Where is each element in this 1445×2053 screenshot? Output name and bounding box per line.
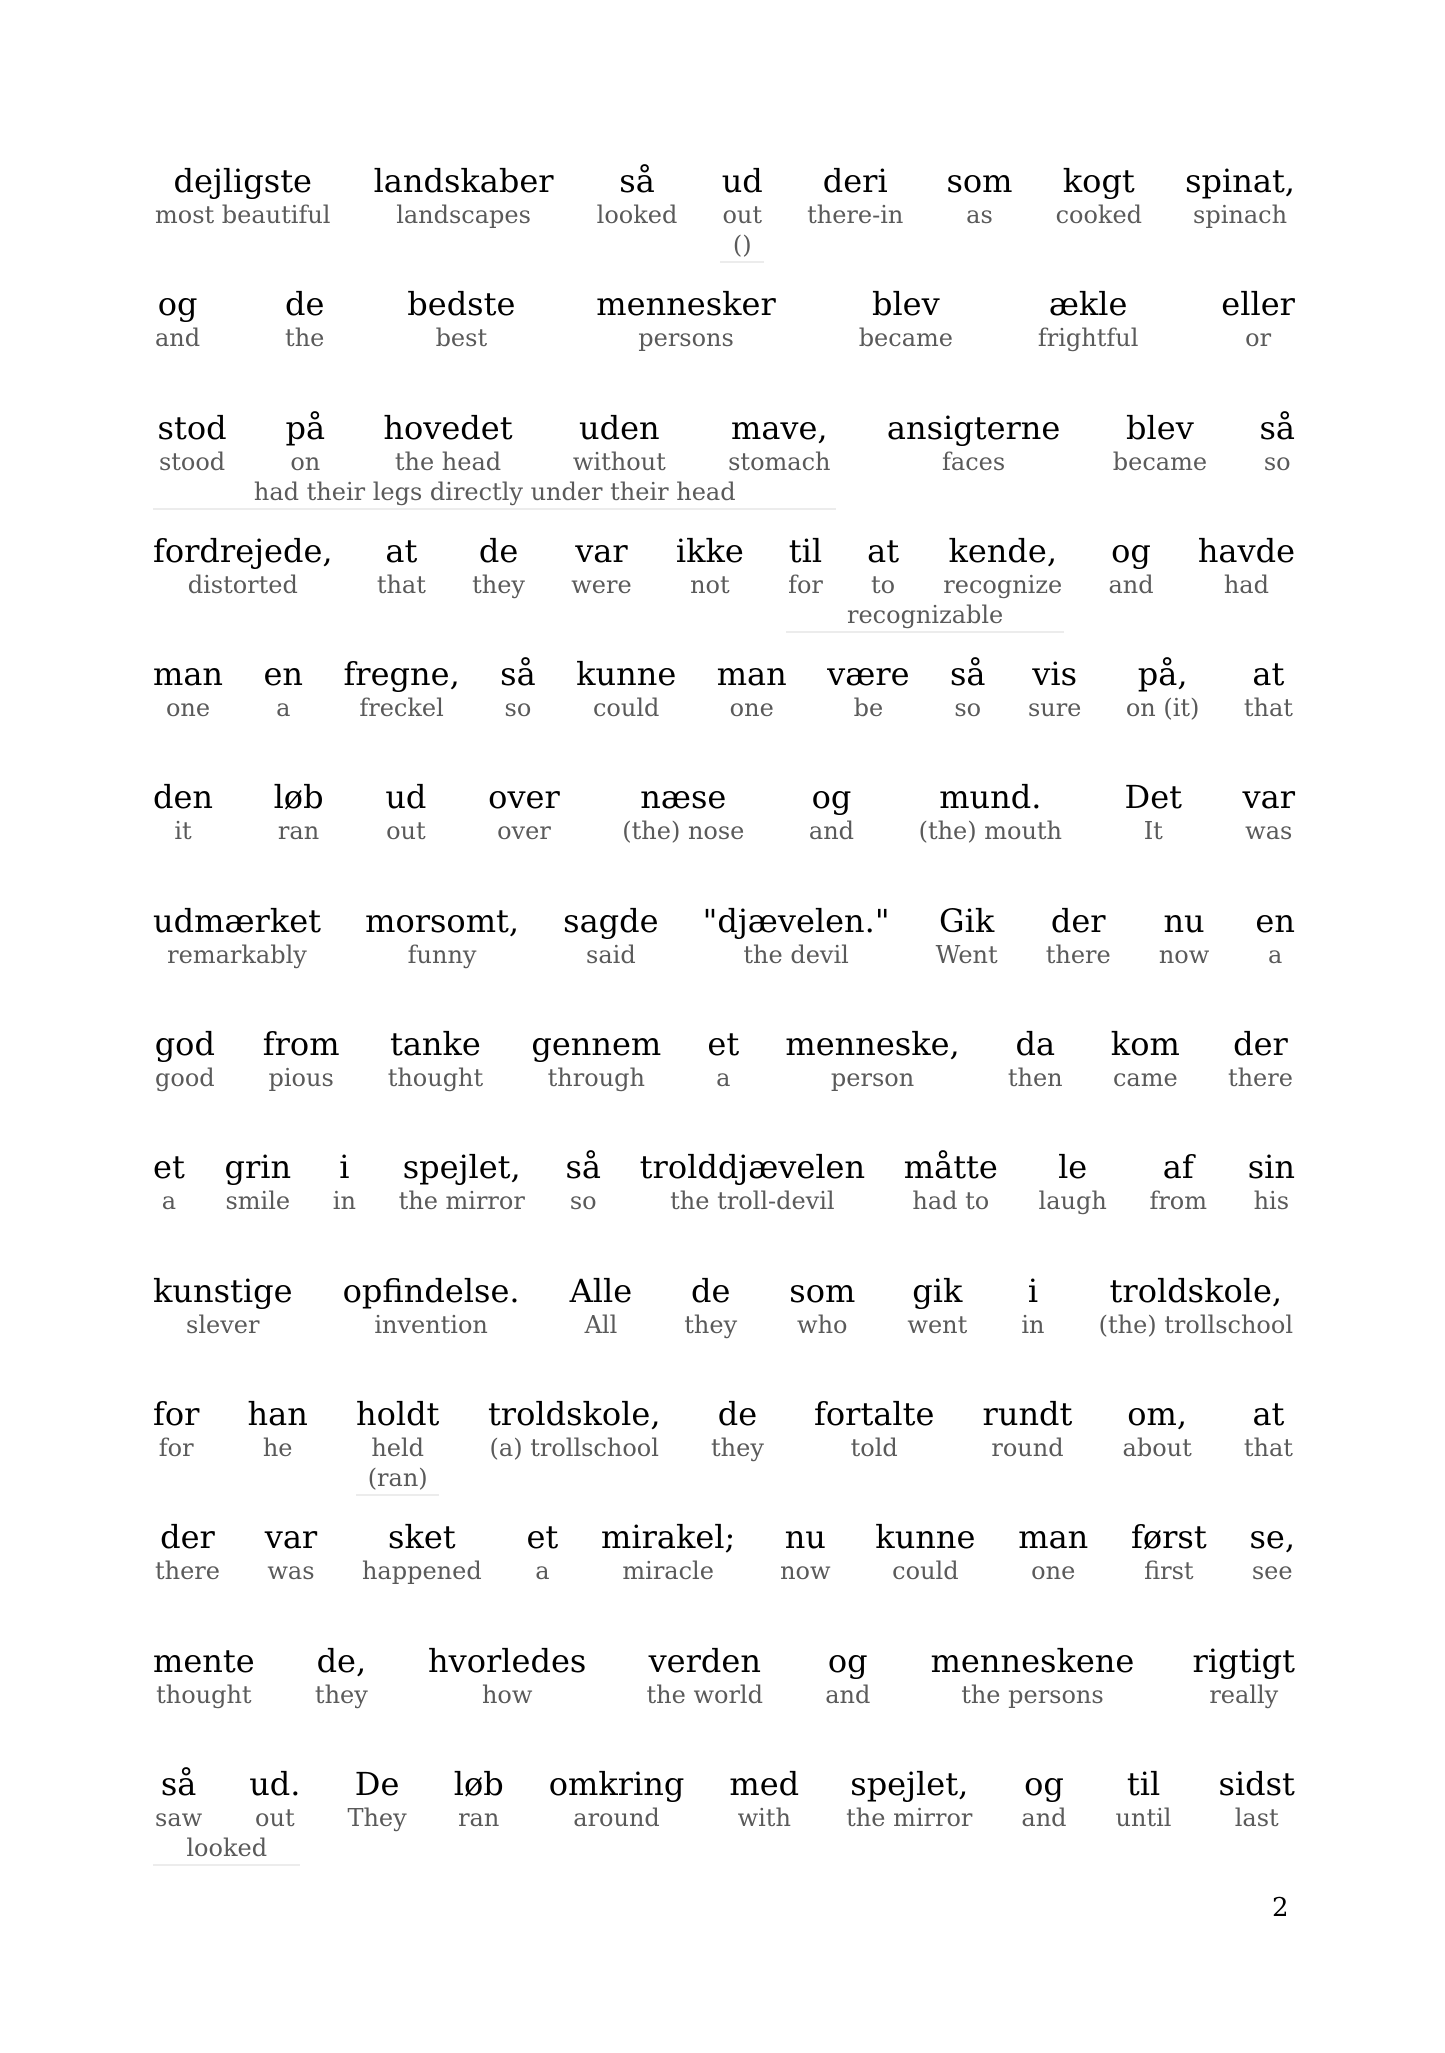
source-word: hovedet [383,408,513,447]
source-word: blev [871,285,940,324]
word-gloss: that [1243,1433,1293,1462]
word-gloss: be [853,694,884,723]
source-word: ansigterne [886,408,1061,447]
source-word: til [788,531,823,570]
source-word: troldskole, [1109,1271,1283,1310]
word-gloss: out [722,201,763,229]
source-word: løb [453,1764,504,1803]
phrase-gloss: looked [153,1833,300,1866]
source-word: man [1018,1518,1089,1557]
source-word: mund. [939,778,1042,817]
word-gloss: slever [186,1310,260,1339]
source-word: og [811,778,852,817]
word-gloss: person [830,1064,915,1093]
source-word: troldskole, [487,1394,661,1433]
source-word: måtte [903,1148,998,1187]
word-gloss: there [1045,940,1111,969]
source-word: der [160,1518,215,1557]
word-gloss: remarkably [167,940,307,969]
word-gloss: It [1143,817,1163,846]
word-gloss: one [165,694,211,723]
word-gloss: last [1234,1803,1279,1832]
source-word: eller [1221,285,1295,324]
word-gloss: a [276,694,291,723]
word-gloss: over [497,817,551,846]
word-gloss: landscapes [396,201,531,229]
source-word: af [1162,1148,1194,1187]
word-gloss: the mirror [846,1803,973,1832]
phrase-gloss: () [720,230,764,263]
source-word: at [385,531,418,570]
word-gloss: happened [361,1557,482,1586]
source-word: rigtigt [1192,1641,1295,1680]
source-word: sagde [563,901,659,940]
source-word: de [284,285,325,324]
word-gloss: his [1253,1187,1290,1216]
source-word: var [264,1518,318,1557]
source-word: så [565,1148,601,1187]
phrase-gloss: had their legs directly under their head [153,477,836,510]
source-word: de [478,531,519,570]
source-word: sidst [1218,1764,1295,1803]
source-word: menneske, [785,1025,960,1064]
source-word: en [1255,901,1295,940]
interlinear-line [153,655,1295,778]
word-gloss: and [808,817,855,846]
interlinear-line [153,1148,1295,1271]
word-gloss: now [1158,940,1210,969]
word-gloss: good [155,1064,215,1093]
source-word: om, [1127,1394,1188,1433]
source-word: kunne [875,1518,976,1557]
word-gloss: (the) nose [622,817,745,846]
source-word: Det [1124,778,1182,817]
word-gloss: out [386,817,426,846]
source-word: kunstige [153,1271,293,1310]
source-word: i [1027,1271,1039,1310]
source-word: over [488,778,560,817]
source-word: De [354,1764,400,1803]
source-word: at [1252,655,1285,694]
word-gloss: best [435,324,488,353]
source-word: deri [822,162,888,200]
word-gloss: or [1245,324,1272,353]
word-gloss: became [858,324,953,353]
word-gloss: one [729,694,774,723]
source-word: et [526,1518,559,1557]
source-word: og [1024,1764,1064,1803]
word-gloss: the troll-devil [670,1187,835,1216]
source-word: holdt [355,1394,440,1433]
word-gloss: they [472,570,525,599]
word-gloss: faces [942,447,1006,476]
word-gloss: freckel [359,694,444,723]
phrase-gloss: recognizable [786,600,1064,633]
source-word: var [575,531,628,570]
source-word: og [827,1641,868,1680]
word-gloss: about [1122,1433,1192,1462]
interlinear-text [153,162,1295,1888]
word-gloss: how [481,1680,533,1709]
source-word: rundt [982,1394,1073,1433]
source-word: som [789,1271,856,1310]
page-number: 2 [1272,1893,1289,1923]
source-word: så [950,655,986,694]
source-word: at [1252,1394,1285,1433]
source-word: se, [1249,1518,1295,1557]
source-word: i [339,1148,350,1187]
word-gloss: that [1243,694,1293,723]
source-word: mennesker [596,285,776,324]
source-word: for [153,1394,200,1433]
source-word: den [153,778,214,817]
source-word: næse [640,778,727,817]
word-gloss: Went [935,940,998,969]
word-gloss: who [797,1310,848,1339]
source-word: først [1131,1518,1207,1557]
source-word: vis [1032,655,1078,694]
source-word: de [691,1271,731,1310]
word-gloss: looked [596,201,678,229]
source-word: sket [388,1518,456,1557]
source-word: spejlet, [850,1764,969,1803]
source-word: Alle [569,1271,633,1310]
source-word: landskaber [373,162,554,200]
word-gloss: spinach [1193,201,1288,229]
word-gloss: a [161,1187,177,1216]
word-gloss: through [547,1064,645,1093]
word-gloss: was [1245,817,1293,846]
source-word: og [157,285,198,324]
source-word: var [1242,778,1295,817]
word-gloss: frightful [1037,324,1139,353]
source-word: god [154,1025,215,1064]
word-gloss: (the) trollschool [1098,1310,1293,1339]
source-word: blev [1126,408,1194,447]
source-word: Gik [939,901,995,940]
source-word: ud [721,162,763,200]
word-gloss: saw [155,1803,203,1832]
source-word: nu [1163,901,1205,940]
source-word: gik [912,1271,963,1310]
source-word: der [1050,901,1106,940]
source-word: som [946,162,1013,200]
source-word: mave, [730,408,828,447]
word-gloss: they [684,1310,738,1339]
source-word: from [262,1025,340,1064]
word-gloss: thought [387,1064,484,1093]
source-word: hvorledes [428,1641,587,1680]
word-gloss: sure [1027,694,1082,723]
source-word: man [716,655,787,694]
interlinear-line [153,1395,1295,1518]
source-word: "djævelen." [702,901,890,940]
source-word: så [160,1764,197,1803]
source-word: et [707,1025,740,1064]
word-gloss: most beautiful [155,201,331,229]
source-word: opfindelse. [342,1271,520,1310]
source-word: uden [579,408,660,447]
word-gloss: they [711,1433,764,1462]
word-gloss: so [569,1187,597,1216]
word-gloss: said [586,940,636,969]
word-gloss: round [991,1433,1064,1462]
source-word: omkring [548,1764,685,1803]
word-gloss: came [1112,1064,1178,1093]
source-word: så [500,655,536,694]
word-gloss: really [1209,1680,1279,1709]
word-gloss: there [155,1557,220,1586]
source-word: verden [648,1641,761,1680]
word-gloss: out [255,1803,295,1832]
word-gloss: thought [156,1680,252,1709]
source-word: de, [316,1641,367,1680]
word-gloss: there [1227,1064,1293,1093]
word-gloss: there-in [807,201,904,229]
word-gloss: and [155,324,201,353]
word-gloss: and [1108,570,1154,599]
source-word: at [867,531,900,570]
source-word: stod [157,408,227,447]
source-word: så [619,162,655,200]
word-gloss: ran [458,1803,500,1832]
word-gloss: became [1112,447,1208,476]
word-gloss: now [780,1557,831,1586]
source-word: trolddjævelen [639,1148,866,1187]
source-word: nu [784,1518,826,1557]
word-gloss: the mirror [398,1187,525,1216]
source-word: så [1259,408,1295,447]
source-word: han [247,1394,308,1433]
word-gloss: held [371,1433,425,1462]
word-gloss: were [571,570,632,599]
source-word: spinat, [1185,162,1295,200]
interlinear-line [153,285,1295,408]
source-word: fortalte [814,1394,935,1433]
word-gloss: could [892,1557,959,1586]
word-gloss: laugh [1038,1187,1107,1216]
source-word: sin [1247,1148,1295,1187]
source-word: udmærket [153,901,321,940]
word-gloss: recognize [943,570,1063,599]
interlinear-line [153,778,1295,901]
word-gloss: so [504,694,532,723]
word-gloss: All [584,1310,618,1339]
interlinear-line [153,1765,1295,1888]
source-word: med [729,1764,800,1803]
word-gloss: they [314,1680,368,1709]
word-gloss: told [850,1433,898,1462]
word-gloss: funny [407,940,477,969]
source-word: mente [153,1641,255,1680]
word-gloss: (a) trollschool [489,1433,659,1462]
word-gloss: so [1263,447,1291,476]
word-gloss: for [158,1433,194,1462]
source-word: på, [1137,655,1188,694]
source-word: kom [1110,1025,1180,1064]
phrase-gloss: (ran) [356,1463,439,1496]
source-word: til [1126,1764,1161,1803]
source-word: mirakel; [601,1518,736,1557]
word-gloss: the [285,324,325,353]
word-gloss: invention [374,1310,488,1339]
word-gloss: a [716,1064,731,1093]
word-gloss: to [871,570,896,599]
source-word: løb [273,778,324,817]
word-gloss: for [788,570,823,599]
word-gloss: could [592,694,660,723]
word-gloss: see [1251,1557,1293,1586]
word-gloss: first [1144,1557,1194,1586]
word-gloss: the devil [743,940,849,969]
word-gloss: miracle [622,1557,714,1586]
source-word: kogt [1062,162,1135,200]
word-gloss: smile [225,1187,291,1216]
word-gloss: that [376,570,426,599]
word-gloss: and [1021,1803,1067,1832]
word-gloss: he [262,1433,293,1462]
word-gloss: on (it) [1125,694,1200,723]
source-word: dejligste [173,162,312,200]
interlinear-line [153,532,1295,655]
source-word: gennem [531,1025,662,1064]
source-word: og [1111,531,1151,570]
source-word: på [285,408,326,447]
word-gloss: distorted [187,570,298,599]
source-word: bedste [407,285,516,324]
source-word: ikke [675,531,744,570]
word-gloss: (the) mouth [918,817,1063,846]
word-gloss: the persons [961,1680,1104,1709]
source-word: menneskene [930,1641,1135,1680]
interlinear-line [153,409,1295,532]
word-gloss: had to [912,1187,990,1216]
source-word: kunne [576,655,677,694]
word-gloss: around [573,1803,660,1832]
interlinear-line [153,1518,1295,1641]
source-word: havde [1197,531,1295,570]
source-word: da [1015,1025,1056,1064]
source-word: være [827,655,910,694]
word-gloss: persons [638,324,734,353]
source-word: fregne, [343,655,460,694]
word-gloss: stomach [728,447,831,476]
source-word: kende, [948,531,1057,570]
source-word: ud. [249,1764,301,1803]
word-gloss: the head [394,447,502,476]
source-word: ud [385,778,427,817]
word-gloss: from [1149,1187,1208,1216]
word-gloss: in [332,1187,356,1216]
source-word: man [153,655,224,694]
word-gloss: the world [646,1680,763,1709]
interlinear-line [153,902,1295,1025]
source-word: en [263,655,304,694]
source-word: le [1058,1148,1088,1187]
source-word: et [153,1148,185,1187]
word-gloss: so [954,694,982,723]
word-gloss: it [174,817,192,846]
word-gloss: then [1007,1064,1063,1093]
word-gloss: stood [158,447,226,476]
word-gloss: in [1021,1310,1045,1339]
word-gloss: one [1031,1557,1076,1586]
source-word: morsomt, [365,901,520,940]
source-word: tanke [389,1025,481,1064]
interlinear-line [153,1272,1295,1395]
word-gloss: a [1267,940,1283,969]
word-gloss: with [737,1803,791,1832]
source-word: grin [224,1148,292,1187]
word-gloss: until [1115,1803,1172,1832]
word-gloss: on [290,447,321,476]
word-gloss: ran [277,817,320,846]
word-gloss: not [690,570,730,599]
interlinear-line [153,1642,1295,1765]
word-gloss: cooked [1055,201,1143,229]
word-gloss: and [825,1680,871,1709]
word-gloss: had [1223,570,1269,599]
interlinear-line [153,162,1295,285]
word-gloss: without [572,447,666,476]
source-word: spejlet, [402,1148,521,1187]
source-word: fordrejede, [153,531,333,570]
word-gloss: as [966,201,993,229]
word-gloss: pious [268,1064,334,1093]
interlinear-line [153,1025,1295,1148]
source-word: de [717,1394,758,1433]
word-gloss: a [535,1557,550,1586]
word-gloss: was [267,1557,315,1586]
word-gloss: They [347,1803,407,1832]
source-word: der [1233,1025,1288,1064]
source-word: ækle [1048,285,1128,324]
word-gloss: went [907,1310,968,1339]
